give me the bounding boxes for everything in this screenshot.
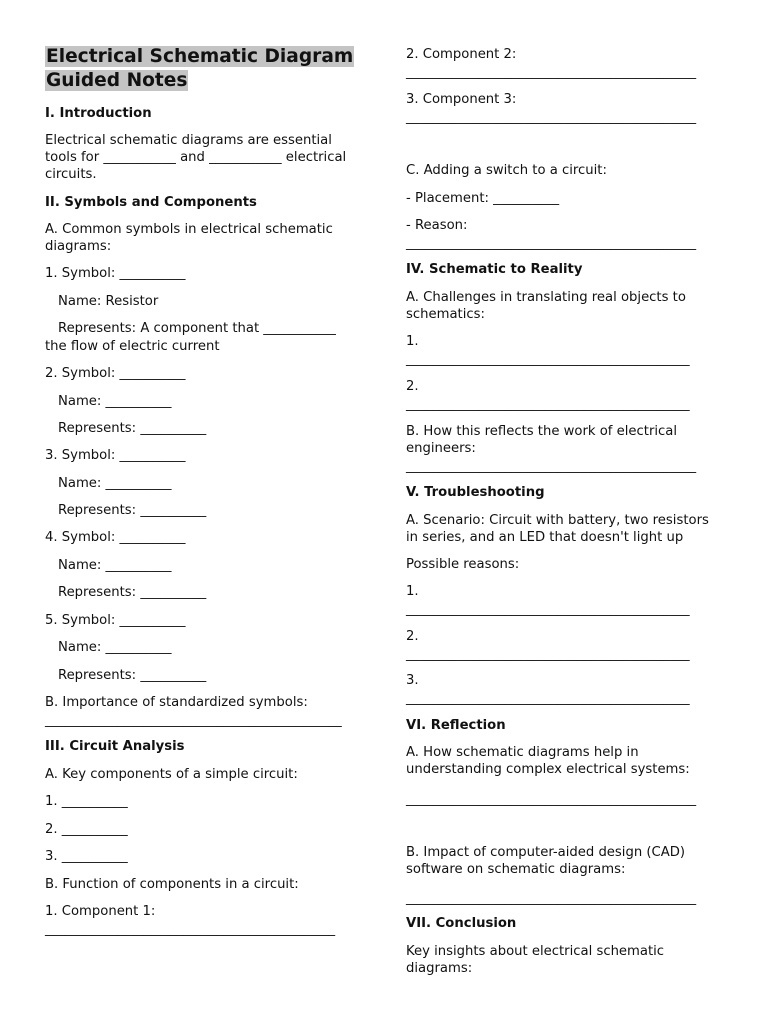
component-3-label: 3. Component 3: [406,92,517,107]
section-heading-circuit-analysis: III. Circuit Analysis [45,739,185,754]
answer-line: _____________________________________________ [45,713,342,728]
component-function-prompt: B. Function of components in a circuit: [45,877,299,892]
challenges-prompt: schematics: [406,307,485,322]
reason-label: - Reason: [406,218,468,233]
symbol-2-name: Name: __________ [58,394,172,409]
key-insights-prompt: Key insights about electrical schematic [406,944,665,959]
standardized-symbols-prompt: B. Importance of standardized symbols: [45,695,308,710]
switch-prompt: C. Adding a switch to a circuit: [406,163,607,178]
key-component-blank: 3. __________ [45,849,128,864]
common-symbols-prompt: A. Common symbols in electrical schematic [45,222,333,237]
symbol-1-represents: Represents: A component that ___________ [58,321,336,336]
common-symbols-prompt: diagrams: [45,239,112,254]
key-insights-prompt: diagrams: [406,961,473,976]
challenge-number: 2. [406,379,419,394]
symbol-3-name: Name: __________ [58,476,172,491]
section-heading-troubleshooting: V. Troubleshooting [406,485,545,500]
symbol-1-name: Name: Resistor [58,294,159,309]
answer-line: ____________________________________________ [406,236,697,251]
cad-impact-prompt: B. Impact of computer-aided design (CAD) [406,845,686,860]
answer-line: ___________________________________________ [406,397,690,412]
challenge-number: 1. [406,334,419,349]
challenges-prompt: A. Challenges in translating real objects to [406,290,686,305]
answer-line: ___________________________________________ [406,602,690,617]
symbol-4-name: Name: __________ [58,558,172,573]
engineers-prompt: engineers: [406,441,476,456]
cad-impact-prompt: software on schematic diagrams: [406,862,626,877]
key-component-blank: 2. __________ [45,822,128,837]
symbol-5-represents: Represents: __________ [58,668,207,683]
intro-text-line: Electrical schematic diagrams are essential [45,133,332,148]
symbol-1-represents: the flow of electric current [45,339,220,354]
placement-blank: - Placement: __________ [406,191,560,206]
schematic-help-prompt: understanding complex electrical systems: [406,762,690,777]
answer-line: ____________________________________________ [406,459,697,474]
answer-line: ___________________________________________ [406,352,690,367]
document-title-line-2: Guided Notes [46,70,188,91]
reason-number: 3. [406,673,419,688]
section-heading-reflection: VI. Reflection [406,718,506,733]
reason-number: 1. [406,584,419,599]
symbol-1-blank: 1. Symbol: __________ [45,266,186,281]
schematic-help-prompt: A. How schematic diagrams help in [406,745,639,760]
possible-reasons-label: Possible reasons: [406,557,520,572]
key-component-blank: 1. __________ [45,794,128,809]
answer-line: ____________________________________________ [406,891,697,906]
section-heading-conclusion: VII. Conclusion [406,916,517,931]
answer-line: ___________________________________________ [406,647,690,662]
symbol-3-blank: 3. Symbol: __________ [45,448,186,463]
intro-text-line: circuits. [45,167,97,182]
section-heading-symbols: II. Symbols and Components [45,195,257,210]
component-1-label: 1. Component 1: [45,904,156,919]
engineers-prompt: B. How this reflects the work of electrical [406,424,678,439]
section-heading-introduction: I. Introduction [45,106,152,121]
answer-line: ____________________________________________ [45,922,336,937]
reason-number: 2. [406,629,419,644]
symbol-3-represents: Represents: __________ [58,503,207,518]
answer-line: ___________________________________________ [406,691,690,706]
symbol-2-represents: Represents: __________ [58,421,207,436]
symbol-5-name: Name: __________ [58,640,172,655]
symbol-4-blank: 4. Symbol: __________ [45,530,186,545]
intro-text-line: tools for ___________ and ___________ electrical [45,150,347,165]
symbol-2-blank: 2. Symbol: __________ [45,366,186,381]
symbol-5-blank: 5. Symbol: __________ [45,613,186,628]
component-2-label: 2. Component 2: [406,47,517,62]
section-heading-schematic-to-reality: IV. Schematic to Reality [406,262,583,277]
scenario-text: A. Scenario: Circuit with battery, two resistors [406,513,709,528]
answer-line: ____________________________________________ [406,792,697,807]
symbol-4-represents: Represents: __________ [58,585,207,600]
answer-line: ____________________________________________ [406,110,697,125]
document-title-line-1: Electrical Schematic Diagram [46,46,354,67]
key-components-prompt: A. Key components of a simple circuit: [45,767,298,782]
answer-line: ____________________________________________ [406,65,697,80]
scenario-text: in series, and an LED that doesn't light up [406,530,684,545]
